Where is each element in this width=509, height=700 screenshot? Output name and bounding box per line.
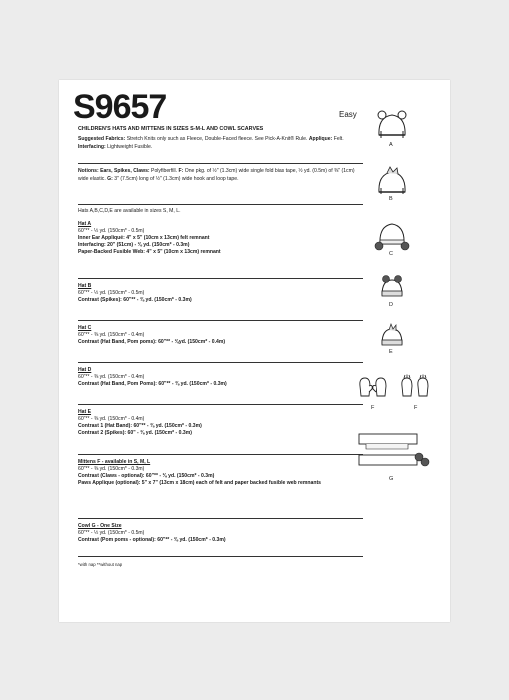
- divider: [78, 163, 363, 164]
- difficulty-label: Easy: [339, 110, 357, 119]
- section-hat-d: Hat D 60"** - ⅜ yd. (150cm* - 0.4m) Contrast (Hat Band, Pom Poms): 60"** - ⅜ yd. (150cm* - 0.3m): [78, 367, 227, 388]
- view-g-label: G: [389, 476, 394, 482]
- view-d-hat-icon: [379, 273, 405, 299]
- view-d-label: D: [389, 302, 393, 308]
- section-mittens-f: Mittens F - available in S, M, L 60"** - ⅜ yd. (150cm* - 0.3m) Contrast (Claws - optional): 60"** - ⅜ yd. (150cm* - 0.3m) Paws Applique (optional): 5" x 7" (13cm x 18cm) each of felt and paper backed fusible web remnants: [78, 459, 321, 487]
- view-c-label: C: [389, 251, 393, 257]
- pattern-number: S9657: [73, 88, 167, 126]
- view-f-mittens-claws-icon: [399, 374, 433, 402]
- divider: [78, 362, 363, 363]
- divider: [78, 454, 363, 455]
- footnote: *with nap **without nap: [78, 562, 123, 567]
- view-f-label: F: [371, 405, 375, 411]
- section-hat-b: Hat B 60"** - ½ yd. (150cm* - 0.5m) Contrast (Spikes): 60"** - ⅜ yd. (150cm* - 0.3m): [78, 283, 192, 304]
- divider: [78, 556, 363, 557]
- view-b-hat-icon: [373, 167, 411, 195]
- section-hat-c: Hat C 60"** - ⅜ yd. (150cm* - 0.4m) Contrast (Hat Band, Pom poms): 60"** - ⅜yd. (150cm* - 0.4m): [78, 325, 226, 346]
- section-hat-a: Hat A 60"** - ½ yd. (150cm* - 0.5m) Inner Ear Appliqué: 4" x 5" (10cm x 13cm) felt remnant Interfacing: 20" (51cm) - ⅜ yd. (150cm* - 0.3m) Paper-Backed Fusible Web: 4" x 5" (10cm x 13cm) remnant: [78, 221, 221, 256]
- view-a-label: A: [389, 142, 393, 148]
- section-hat-e: Hat E 60"** - ⅜ yd. (150cm* - 0.4m) Contrast 1 (Hat Band): 60"** - ⅜ yd. (150cm* - 0.3m) Contrast 2 (Spikes): 60" - ⅜ yd. (150cm* - 0.3m): [78, 409, 202, 437]
- pattern-envelope-back: [59, 80, 450, 622]
- sizes-note: Hats A,B,C,D,E are available in sizes S, M, L.: [78, 208, 181, 214]
- view-e-hat-icon: [379, 323, 405, 347]
- notions: Notions: Ears, Spikes, Claws: Polyfiberfill. F: One pkg. of ½" (1.3cm) wide single fold bias tape, ½ yd. (0.5m) of ⅜" (1cm) wide elastic. G: 3" (7.5cm) long of ½" (1.3cm) wide hook and loop tape.: [78, 168, 355, 182]
- suggested-fabrics: Suggested Fabrics: Stretch Knits only such as Fleece, Double-Faced fleece. See Pick-A-Knit® Rule. Applique: Felt. Interfacing: Lightweight Fusible.: [78, 136, 344, 150]
- view-b-label: B: [389, 196, 393, 202]
- divider: [78, 320, 363, 321]
- view-a-hat-icon: [373, 109, 411, 139]
- divider: [78, 204, 363, 205]
- view-f-label-2: F: [414, 405, 418, 411]
- section-cowl-g: Cowl G - One Size 60"** - ½ yd. (150cm* - 0.5m) Contrast (Pom poms - optional): 60"** - ⅜ yd. (150cm* - 0.3m): [78, 523, 226, 544]
- divider: [78, 278, 363, 279]
- divider: [78, 404, 363, 405]
- pattern-title: CHILDREN'S HATS AND MITTENS IN SIZES S-M-L AND COWL SCARVES: [78, 126, 264, 132]
- view-c-hat-icon: [373, 220, 411, 250]
- divider: [78, 518, 363, 519]
- view-f-mittens-icon: [357, 374, 391, 402]
- view-g-cowl-icon: [358, 431, 430, 471]
- view-e-label: E: [389, 349, 393, 355]
